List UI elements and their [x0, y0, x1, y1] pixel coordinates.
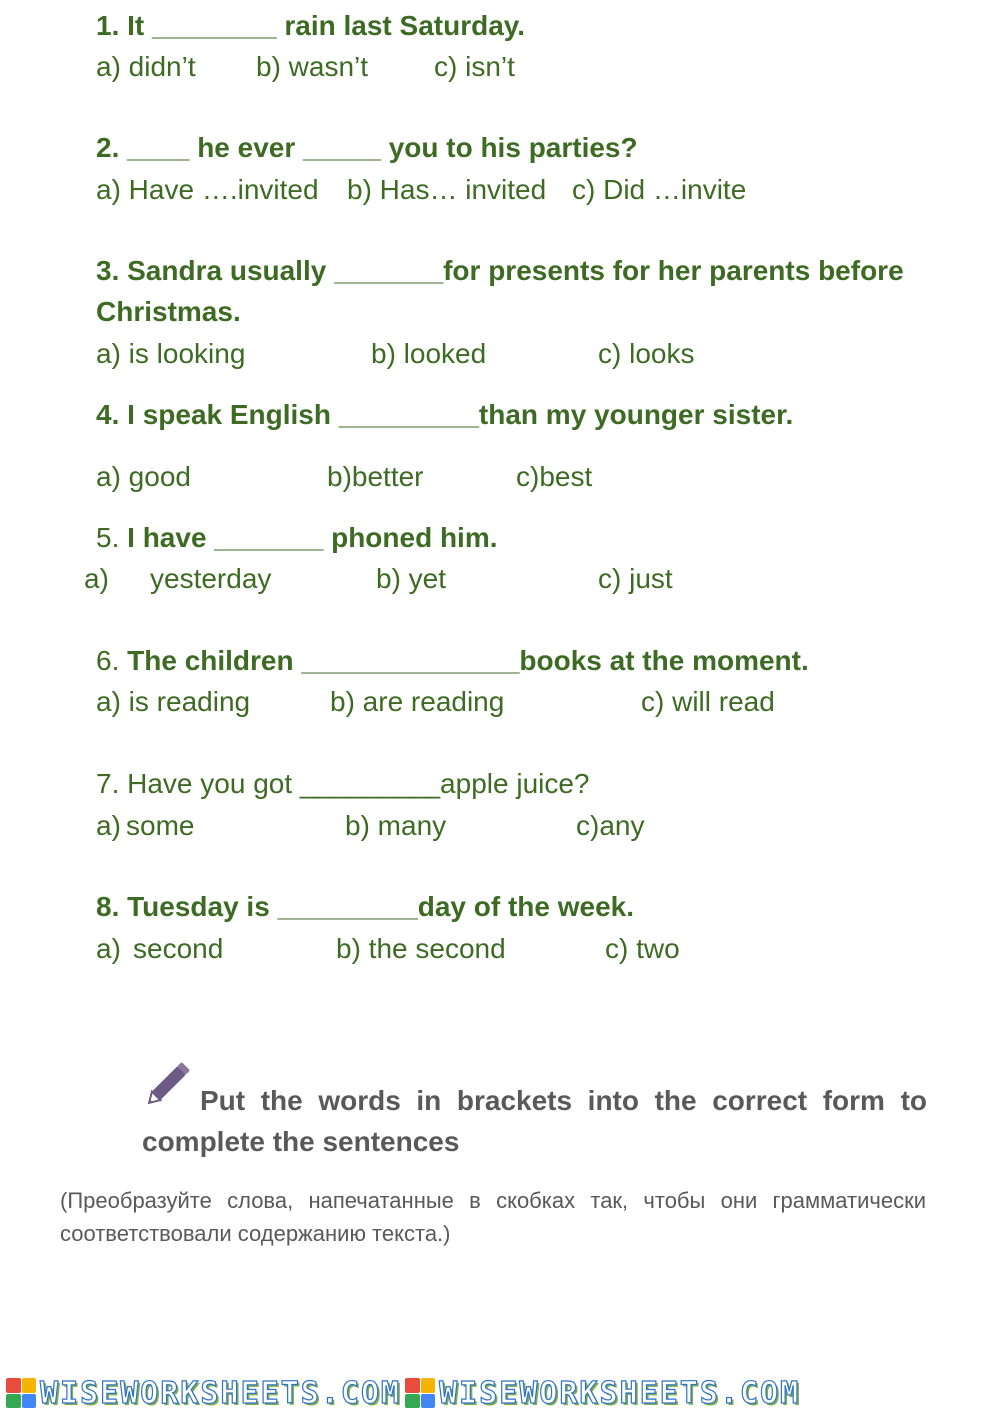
question-2-stem: 2. ____ he ever _____ you to his parties?: [96, 132, 638, 163]
question-5-number: 5.: [96, 522, 128, 553]
question-5-option-b[interactable]: b) yet: [376, 563, 447, 594]
brand-logo-2: [405, 1376, 800, 1411]
task-note-russian: (Преобразуйте слова, напечатанные в скобках так, чтобы они грамматически соответствовали содержанию текста.): [60, 1188, 926, 1246]
question-3-stem: 3. Sandra usually _______for presents for her parents before: [96, 255, 904, 286]
question-3-option-a[interactable]: a) is looking: [96, 338, 246, 369]
question-8-stem: 8. Tuesday is _________day of the week.: [96, 891, 635, 922]
question-7-option-b[interactable]: b) many: [345, 810, 447, 841]
question-4-option-a[interactable]: a) good: [96, 461, 191, 492]
question-8-option-c[interactable]: c) two: [605, 933, 680, 964]
question-4-option-b[interactable]: b)better: [327, 461, 424, 492]
question-5-option-a[interactable]: yesterday: [150, 563, 272, 594]
question-7-stem: 7. Have you got _________apple juice?: [96, 768, 590, 799]
question-5-stem: [96, 521, 498, 555]
question-7-option-a[interactable]: some: [126, 810, 195, 841]
question-6-number: 6.: [96, 645, 128, 676]
question-8-option-a-label[interactable]: a): [96, 933, 121, 964]
question-8-option-a[interactable]: second: [133, 933, 224, 964]
question-1-option-c[interactable]: c) isn’t: [434, 51, 515, 82]
task-instruction-text: Put the words in brackets into the correct form to complete the sentences: [142, 1085, 927, 1157]
question-6-option-b[interactable]: b) are reading: [330, 686, 505, 717]
question-3-option-b[interactable]: b) looked: [371, 338, 487, 369]
question-5-text: I have _______ phoned him.: [127, 522, 498, 553]
question-5-option-c[interactable]: c) just: [598, 563, 673, 594]
wiseworksheets-logo-icon: [405, 1378, 435, 1408]
wiseworksheets-logo-icon: [6, 1378, 36, 1408]
question-2-option-c[interactable]: c) Did …invite: [572, 174, 747, 205]
question-7-option-a-label[interactable]: a): [96, 810, 121, 841]
brand-logo-1: [6, 1376, 401, 1411]
question-8-option-b[interactable]: b) the second: [336, 933, 506, 964]
question-6-option-a[interactable]: a) is reading: [96, 686, 251, 717]
question-5-option-a-label[interactable]: a): [84, 563, 109, 594]
task-instruction: [142, 1080, 927, 1162]
brand-text: WISEWORKSHEETS.COM: [439, 1375, 801, 1411]
question-2-option-a[interactable]: a) Have ….invited: [96, 174, 319, 205]
question-6-option-c[interactable]: c) will read: [641, 686, 775, 717]
footer-branding: [0, 1373, 1000, 1413]
question-7-option-c[interactable]: c)any: [576, 810, 645, 841]
brand-text: WISEWORKSHEETS.COM: [40, 1375, 402, 1411]
question-1-stem: 1. It ________ rain last Saturday.: [96, 10, 526, 41]
question-6-stem: [96, 644, 809, 678]
question-4-option-c[interactable]: c)best: [516, 461, 593, 492]
question-1-option-b[interactable]: b) wasn’t: [256, 51, 369, 82]
question-6-text: The children ______________books at the moment.: [127, 645, 809, 676]
question-2-option-b[interactable]: b) Has… invited: [347, 174, 547, 205]
question-1-option-a[interactable]: a) didn’t: [96, 51, 196, 82]
question-3-option-c[interactable]: c) looks: [598, 338, 695, 369]
question-3-stem-continued: Christmas.: [96, 296, 241, 327]
question-4-stem: 4. I speak English _________than my younger sister.: [96, 399, 794, 430]
